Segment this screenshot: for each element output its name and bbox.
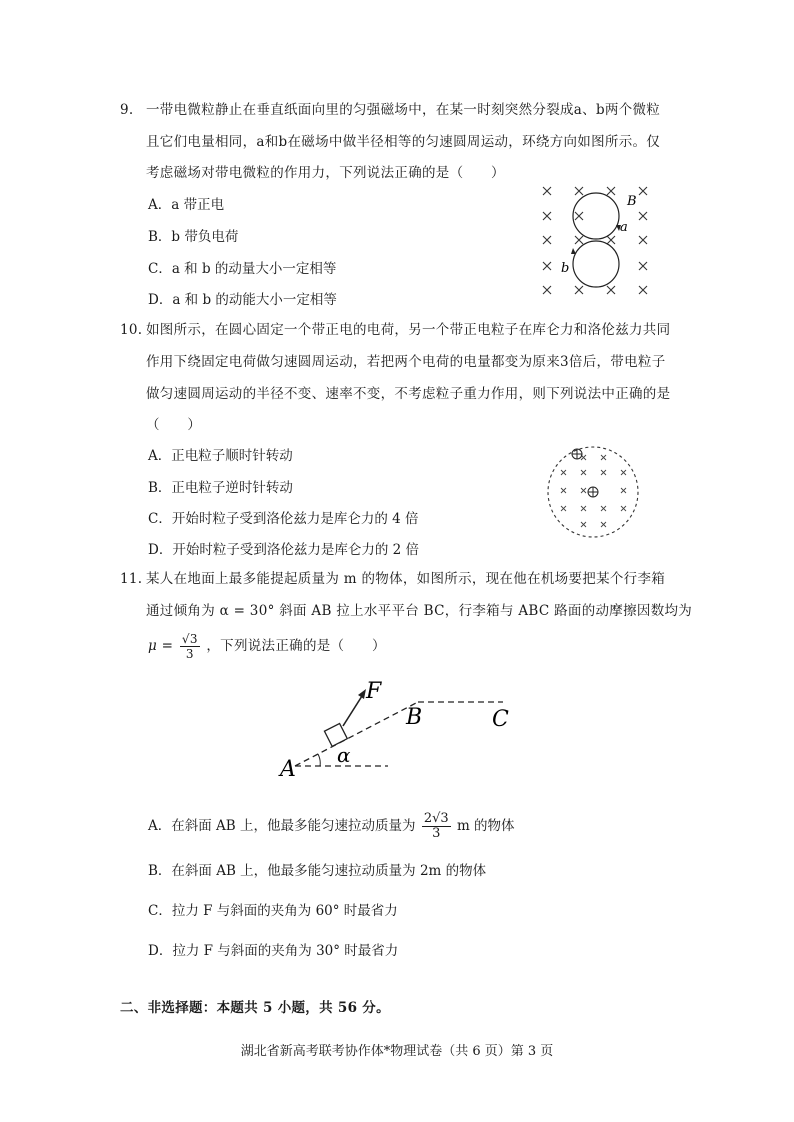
q10-circular-motion-figure [545, 446, 645, 542]
q11-stem-line3 [148, 632, 386, 661]
q10-number: 10. [120, 322, 143, 338]
label-C: C [492, 707, 509, 732]
circle-b [573, 241, 619, 287]
q10-stem-line3: 做匀速圆周运动的半径不变、速率不变，不考虑粒子重力作用，则下列说法中正确的是 [146, 386, 671, 402]
arrow-b [571, 248, 576, 254]
q10-option-d: D．开始时粒子受到洛伦兹力是库仑力的 2 倍 [148, 542, 419, 558]
label-B: B [627, 194, 637, 209]
q10-option-a: A．正电粒子顺时针转动 [148, 448, 293, 464]
q11-option-a [148, 812, 515, 841]
q11-option-a-numerator: 2√3 [423, 811, 449, 826]
q11-stem-tail: ，下列说法正确的是（ ） [206, 638, 386, 654]
moving-positive-charge-icon [572, 449, 582, 459]
fixed-positive-charge-icon [588, 487, 598, 497]
q11-stem-line1: 某人在地面上最多能提起质量为 m 的物体，如图所示，现在他在机场要把某个行李箱 [146, 571, 666, 587]
q11-option-b: B．在斜面 AB 上，他最多能匀速拉动质量为 2m 的物体 [148, 863, 487, 879]
q9-number: 9. [120, 102, 134, 118]
q11-option-a-denominator: 3 [432, 826, 441, 841]
label-B: B [406, 705, 423, 730]
label-alpha: α [337, 743, 351, 767]
page-footer: 湖北省新高考联考协作体*物理试卷（共 6 页）第 3 页 [240, 1044, 554, 1059]
mu-denominator: 3 [185, 647, 194, 661]
q9-stem-line3: 考虑磁场对带电微粒的作用力，下列说法正确的是（ ） [146, 165, 505, 181]
q9-stem-line2: 且它们电量相同，a和b在磁场中做半径相等的匀速圆周运动，环绕方向如图所示。仅 [146, 134, 661, 150]
q11-option-a-pre: A．在斜面 AB 上，他最多能匀速拉动质量为 [148, 818, 416, 834]
q9-magnetic-field-figure [530, 178, 660, 300]
q9-option-b: B．b 带负电荷 [148, 229, 239, 245]
q10-option-b: B．正电粒子逆时针转动 [148, 480, 293, 496]
q11-option-c: C．拉力 F 与斜面的夹角为 60° 时最省力 [148, 903, 398, 919]
force-F-arrow [343, 696, 362, 726]
q11-incline-figure [278, 676, 528, 784]
q11-option-a-post: m 的物体 [456, 818, 515, 834]
label-A: A [280, 757, 296, 782]
q10-stem-line2: 作用下绕固定电荷做匀速圆周运动，若把两个电荷的电量都变为原来3倍后，带电粒子 [146, 354, 666, 370]
label-a: a [620, 220, 628, 235]
q11-option-a-fraction [422, 812, 451, 841]
q11-stem-line2: 通过倾角为 α = 30° 斜面 AB 拉上水平平台 BC，行李箱与 ABC 路面的动摩擦因数均为 [146, 603, 693, 619]
circle-a [573, 193, 619, 239]
mu-fraction [180, 632, 200, 661]
q10-stem-line4: （ ） [146, 417, 202, 433]
q9-option-c: C．a 和 b 的动量大小一定相等 [148, 261, 337, 277]
mu-label: μ = [148, 638, 174, 654]
q9-stem-line1: 一带电微粒静止在垂直纸面向里的匀强磁场中，在某一时刻突然分裂成a、b两个微粒 [146, 102, 661, 118]
q11-option-d: D．拉力 F 与斜面的夹角为 30° 时最省力 [148, 943, 399, 959]
mu-numerator: √3 [181, 632, 198, 646]
q11-number: 11. [120, 571, 143, 587]
q9-option-a: A．a 带正电 [148, 197, 225, 213]
force-F-arrowhead [358, 689, 366, 699]
angle-arc [318, 754, 320, 766]
incline-AB [295, 702, 418, 766]
section-2-heading: 二、非选择题：本题共 5 小题，共 56 分。 [120, 1000, 390, 1016]
label-b: b [561, 261, 570, 276]
q10-option-c: C．开始时粒子受到洛伦兹力是库仑力的 4 倍 [148, 511, 419, 527]
q9-option-d: D．a 和 b 的动能大小一定相等 [148, 292, 337, 308]
label-F: F [366, 679, 382, 704]
q10-stem-line1: 如图所示，在圆心固定一个带正电的电荷，另一个带正电粒子在库仑力和洛伦兹力共同 [146, 322, 671, 338]
